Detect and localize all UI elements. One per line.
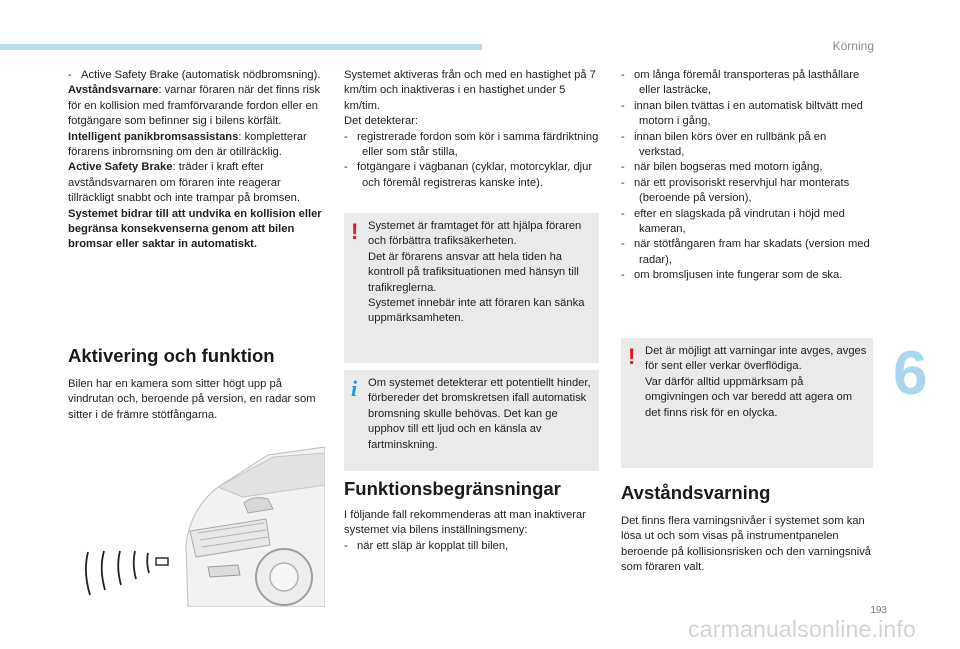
section-title: Körning	[832, 39, 874, 53]
heading-aktivering: Aktivering och funktion	[68, 345, 275, 366]
chapter-number: 6	[893, 339, 928, 408]
info-box	[344, 370, 599, 471]
limits-text	[344, 508, 600, 554]
paragraph-panikbroms	[68, 130, 322, 161]
term-text: : träder i kraft efter avståndsvarnaren om föraren inte reagerar tillräckligt snabbt och inte trampar på bromsen.	[68, 161, 300, 205]
bold-note: Systemet bidrar till att undvika en kollision eller begränsa konsekvenserna genom att bilen bromsar eller saktar in automatiskt.	[68, 207, 322, 251]
paragraph-avstandsvarnare	[68, 83, 322, 129]
warning-line: Systemet innebär inte att föraren kan sänka uppmärksamheten.	[368, 297, 585, 325]
warning-box	[621, 338, 873, 468]
watermark: carmanualsonline.info	[688, 616, 916, 642]
heading-avstandsvarning: Avståndsvarning	[621, 482, 771, 503]
paragraph-active-safety-brake	[68, 160, 322, 206]
term-text: : varnar föraren när det finns risk för en kollision med framförvarande fordon eller en fotgängare som befinner sig i bilens körfält.	[68, 84, 321, 128]
warning-icon: !	[628, 344, 636, 369]
paragraph-intro: Systemet aktiveras från och med en hastighet på 7 km/tim och inaktiveras i en hastighet under 5 km/tim.	[344, 69, 596, 112]
warning-line: Det är förarens ansvar att hela tiden ha kontroll på trafiksituationen med hänsyn till trafikreglerna.	[368, 250, 579, 294]
term-label: Intelligent panikbromsassistans	[68, 130, 239, 143]
list-item: - när stötfångaren fram har skadats (version med radar),	[621, 238, 870, 266]
header-accent-bar	[0, 44, 482, 50]
list-item: - när ett släp är kopplat till bilen,	[344, 539, 509, 552]
page-number: 193	[870, 605, 887, 616]
warning-line: Det är möjligt att varningar inte avges, avges för sent eller verkar överflödiga.	[645, 345, 867, 373]
list-item: - registrerade fordon som kör i samma färdriktning eller som står stilla,	[344, 130, 599, 159]
avstandsvarning-text	[621, 514, 873, 576]
list-item: - innan bilen körs över en rullbänk på en verkstad,	[621, 130, 827, 159]
list-item: - fotgängare i vägbanan (cyklar, motorcyklar, djur och föremål registreras kanske inte).	[344, 161, 593, 189]
warning-line: Systemet är framtaget för att hjälpa föraren och förbättra trafiksäkerheten.	[368, 220, 582, 248]
warning-box	[344, 213, 599, 363]
term-label: Avståndsvarnare	[68, 84, 159, 97]
list-item: - innan bilen tvättas i en automatisk biltvätt med motorn i gång,	[621, 99, 863, 128]
list-item: - Active Safety Brake (automatisk nödbromsning).	[68, 69, 321, 81]
paragraph: Det finns flera varningsnivåer i systemet som kan lösa ut och som visas på instrumentpanelen beroende på kollisionsrisken och den varningsnivå som föraren valt.	[621, 515, 872, 574]
term-label: Active Safety Brake	[68, 161, 173, 174]
column-3	[621, 68, 873, 284]
paragraph: I följande fall rekommenderas att man inaktiverar systemet via bilens inställningsmeny:	[344, 509, 586, 537]
aktivering-text	[68, 377, 322, 423]
term-text: : kompletterar förarens inbromsning om den är otillräcklig.	[68, 130, 307, 159]
detects-label: Det detekterar:	[344, 115, 418, 128]
list-item: - när bilen bogseras med motorn igång,	[621, 161, 823, 174]
column-2	[344, 68, 600, 191]
column-1	[68, 68, 322, 253]
list-item: - när ett provisoriskt reservhjul har monterats (beroende på version),	[621, 176, 850, 205]
list-item: - om långa föremål transporteras på lasthållare eller lasträcke,	[621, 69, 860, 97]
car-radar-illustration	[68, 447, 325, 607]
list-item: - efter en slagskada på vindrutan i höjd med kameran,	[621, 207, 845, 236]
info-text: Om systemet detekterar ett potentiellt hinder, förbereder det bromskretsen ifall automatisk bromsning skulle behövas. Det kan ge upphov till ett ljud och en känsla av fartminskning.	[368, 377, 591, 451]
warning-line: Var därför alltid uppmärksam på omgivningen och var beredd att agera om det finns risk för en olycka.	[645, 375, 853, 419]
warning-icon: !	[351, 219, 359, 244]
paragraph: Bilen har en kamera som sitter högt upp på vindrutan och, beroende på version, en radar som sitter i de främre stötfångarna.	[68, 378, 316, 421]
heading-funktionsbegransningar: Funktionsbegränsningar	[344, 478, 561, 499]
list-item: - om bromsljusen inte fungerar som de ska.	[621, 269, 843, 282]
info-icon: i	[351, 376, 358, 401]
